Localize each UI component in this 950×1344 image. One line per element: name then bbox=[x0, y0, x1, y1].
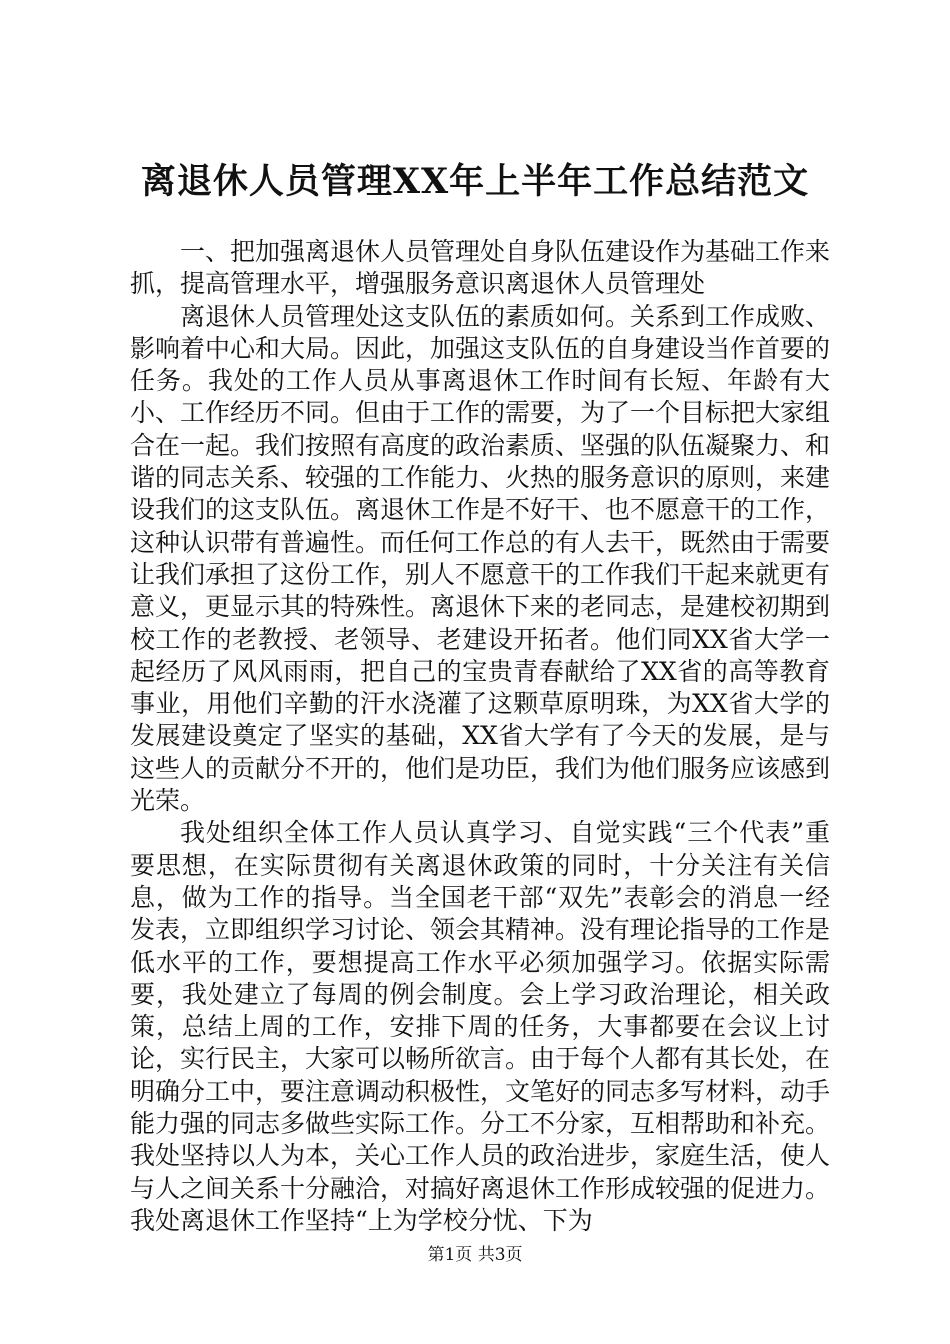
document-title: 离退休人员管理XX年上半年工作总结范文 bbox=[140, 161, 810, 202]
paragraph-heading: 一、把加强离退休人员管理处自身队伍建设作为基础工作来抓，提高管理水平，增强服务意识离退休人员管理处 bbox=[130, 237, 831, 299]
paragraph: 离退休人员管理处这支队伍的素质如何。关系到工作成败、影响着中心和大局。因此，加强这支队伍的自身建设当作首要的任务。我处的工作人员从事离退休工作时间有长短、年龄有大小、工作经历不同。但由于工作的需要，为了一个目标把大家组合在一起。我们按照有高度的政治素质、坚强的队伍凝聚力、和谐的同志关系、较强的工作能力、火热的服务意识的原则，来建设我们的这支队伍。离退休工作是不好干、也不愿意干的工作，这种认识带有普遍性。而任何工作总的有人去干，既然由于需要让我们承担了这份工作，别人不愿意干的工作我们干起来就更有意义，更显示其的特殊性。离退休下来的老同志，是建校初期到校工作的老教授、老领导、老建设开拓者。他们同XX省大学一起经历了风风雨雨，把自己的宝贵青春献给了XX省的高等教育事业，用他们辛勤的汗水浇灌了这颗草原明珠，为XX省大学的发展建设奠定了坚实的基础，XX省大学有了今天的发展，是与这些人的贡献分不开的，他们是功臣，我们为他们服务应该感到光荣。 bbox=[130, 301, 831, 816]
paragraph: 我处组织全体工作人员认真学习、自觉实践“三个代表”重要思想，在实际贯彻有关离退休政策的同时，十分关注有关信息，做为工作的指导。当全国老干部“双先”表彰会的消息一经发表，立即组织学习讨论、领会其精神。没有理论指导的工作是低水平的工作，要想提高工作水平必须加强学习。依据实际需要，我处建立了每周的例会制度。会上学习政治理论，相关政策，总结上周的工作，安排下周的任务，大事都要在会议上讨论，实行民主，大家可以畅所欲言。由于每个人都有其长处，在明确分工中，要注意调动积极性，文笔好的同志多写材料，动手能力强的同志多做些实际工作。分工不分家，互相帮助和补充。我处坚持以人为本，关心工作人员的政治进步，家庭生活，使人与人之间关系十分融洽，对搞好离退休工作形成较强的促进力。我处离退休工作坚持“上为学校分忧、下为 bbox=[130, 818, 831, 1235]
page-footer: 第1页 共3页 bbox=[427, 1245, 523, 1265]
document-body bbox=[130, 236, 830, 1237]
